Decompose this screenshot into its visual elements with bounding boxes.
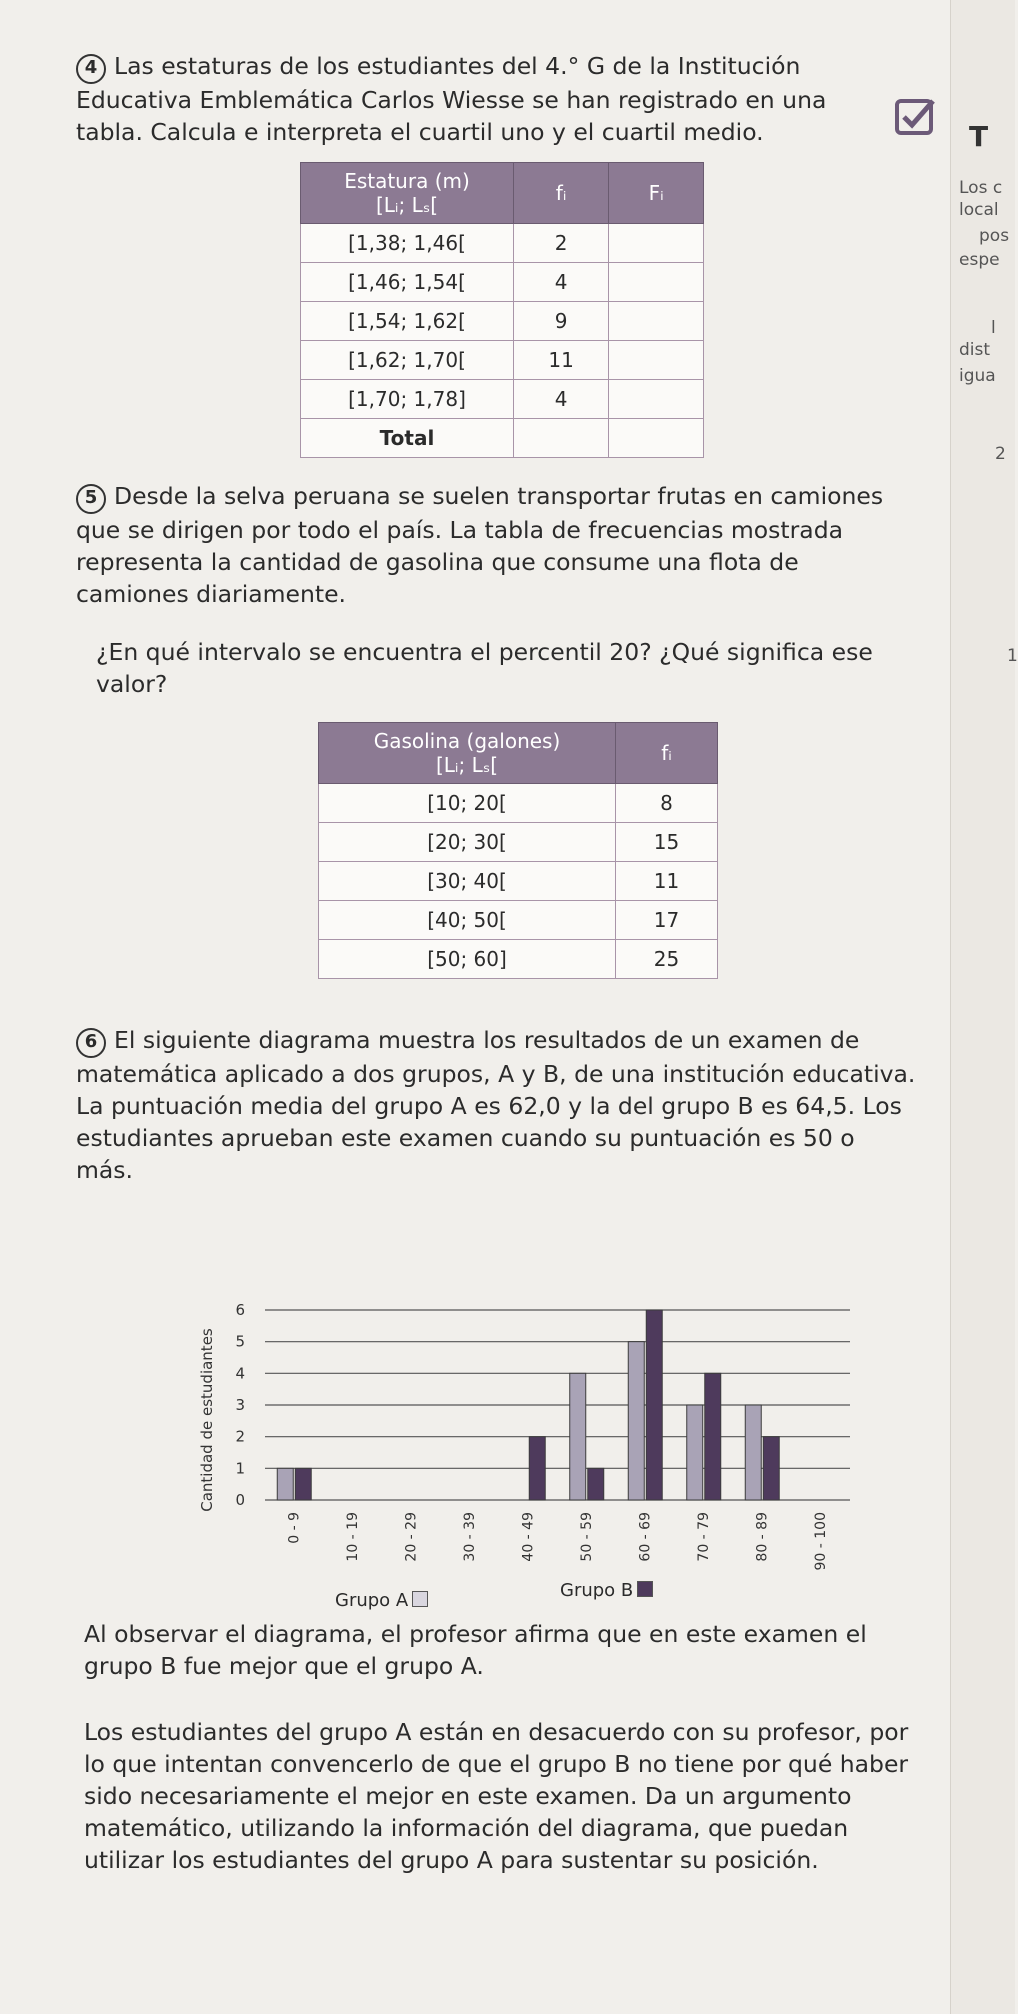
bar-group-a xyxy=(570,1373,586,1500)
problem-5-statement xyxy=(76,480,896,610)
y-axis-label: Cantidad de estudiantes xyxy=(198,1328,216,1512)
bar-group-a xyxy=(628,1342,644,1500)
table-row: [30; 40[ 11 xyxy=(319,862,718,901)
Fi-header: Fᵢ xyxy=(609,163,704,224)
bar-group-b xyxy=(705,1373,721,1500)
gasoline-frequency-table xyxy=(318,722,718,979)
x-tick-label: 90 - 100 xyxy=(812,1512,829,1571)
height-header: Estatura (m) [Lᵢ; Lₛ[ xyxy=(301,163,514,224)
problem-4-statement xyxy=(76,50,876,148)
x-tick-label: 70 - 79 xyxy=(695,1512,712,1562)
table-row: [20; 30[ 15 xyxy=(319,823,718,862)
x-tick-label: 0 - 9 xyxy=(286,1512,303,1544)
bar-group-a xyxy=(277,1468,293,1500)
fi-header: fᵢ xyxy=(513,163,608,224)
x-tick-label: 80 - 89 xyxy=(754,1512,771,1562)
y-tick-label: 3 xyxy=(235,1396,245,1414)
bar-group-b xyxy=(646,1310,662,1500)
problem-6-statement xyxy=(76,1024,916,1186)
y-tick-label: 1 xyxy=(235,1459,245,1478)
table-total-row: Total xyxy=(301,419,704,458)
bar-chart xyxy=(190,1270,860,1571)
height-frequency-table xyxy=(300,162,704,458)
table-row: [1,46; 1,54[ 4 xyxy=(301,263,704,302)
group-b-swatch xyxy=(637,1581,653,1597)
x-tick-label: 50 - 59 xyxy=(578,1512,595,1562)
problem-4-text: Las estaturas de los estudiantes del 4.° G de la Institución Educativa Emblemática Carlos Wiesse se han registrado en una tabla. Calcula e interpreta el cuartil uno y el cuartil medio. xyxy=(76,52,827,146)
table-row: [40; 50[ 17 xyxy=(319,901,718,940)
y-tick-label: 5 xyxy=(235,1332,245,1351)
y-tick-label: 2 xyxy=(235,1427,245,1446)
problem-5-number: 5 xyxy=(76,484,106,514)
group-a-swatch xyxy=(412,1591,428,1607)
gasoline-header: Gasolina (galones) [Lᵢ; Lₛ[ xyxy=(319,723,616,784)
table-row: [10; 20[ 8 xyxy=(319,784,718,823)
y-tick-label: 6 xyxy=(235,1301,245,1319)
problem-5-question: ¿En qué intervalo se encuentra el percentil 20? ¿Qué significa ese valor? xyxy=(96,638,873,698)
bar-group-b xyxy=(763,1437,779,1500)
legend-group-a: Grupo A xyxy=(335,1590,428,1611)
table-row: [1,62; 1,70[ 11 xyxy=(301,341,704,380)
checkmark-badge-icon xyxy=(893,95,937,139)
problem-4-number: 4 xyxy=(76,54,106,84)
problem-6-task: Los estudiantes del grupo A están en desacuerdo con su profesor, por lo que intentan convencerlo de que el grupo B no tiene por qué haber sido necesariamente el mejor en este examen. Da un argumento matemático, utilizando la información del diagrama, que puedan utilizar los estudiantes del grupo A para sustentar su posición. xyxy=(84,1718,909,1874)
bar-group-b xyxy=(295,1468,311,1500)
legend-group-b: Grupo B xyxy=(560,1580,653,1601)
bar-group-a xyxy=(745,1405,761,1500)
problem-6-observation: Al observar el diagrama, el profesor afirma que en este examen el grupo B fue mejor que el grupo A. xyxy=(84,1620,867,1680)
table-row: [1,38; 1,46[ 2 xyxy=(301,224,704,263)
problem-5-text: Desde la selva peruana se suelen transportar frutas en camiones que se dirigen por todo el país. La tabla de frecuencias mostrada representa la cantidad de gasolina que consume una flota de camiones diariamente. xyxy=(76,482,884,608)
x-tick-label: 20 - 29 xyxy=(403,1512,420,1562)
bar-group-a xyxy=(687,1405,703,1500)
bar-group-b xyxy=(529,1437,545,1500)
y-tick-label: 0 xyxy=(235,1491,245,1509)
y-tick-label: 4 xyxy=(235,1364,245,1383)
problem-6-number: 6 xyxy=(76,1028,106,1058)
score-histogram xyxy=(190,1270,860,1571)
x-tick-label: 30 - 39 xyxy=(461,1512,478,1562)
x-tick-label: 10 - 19 xyxy=(344,1512,361,1562)
fi-header: fᵢ xyxy=(616,723,718,784)
table-row: [1,54; 1,62[ 9 xyxy=(301,302,704,341)
adjacent-page-margin: T Los c local pos espe l dist igua 2 1 xyxy=(950,0,1015,2014)
table-row: [50; 60] 25 xyxy=(319,940,718,979)
table-row: [1,70; 1,78] 4 xyxy=(301,380,704,419)
problem-6-text: El siguiente diagrama muestra los resultados de un examen de matemática aplicado a dos grupos, A y B, de una institución educativa. La puntuación media del grupo A es 62,0 y la del grupo B es 64,5. Los estudiantes aprueban este examen cuando su puntuación es 50 o más. xyxy=(76,1026,916,1184)
sidebar-heading: T xyxy=(969,120,989,153)
x-tick-label: 60 - 69 xyxy=(637,1512,654,1562)
bar-group-b xyxy=(588,1468,604,1500)
x-tick-label: 40 - 49 xyxy=(520,1512,537,1562)
